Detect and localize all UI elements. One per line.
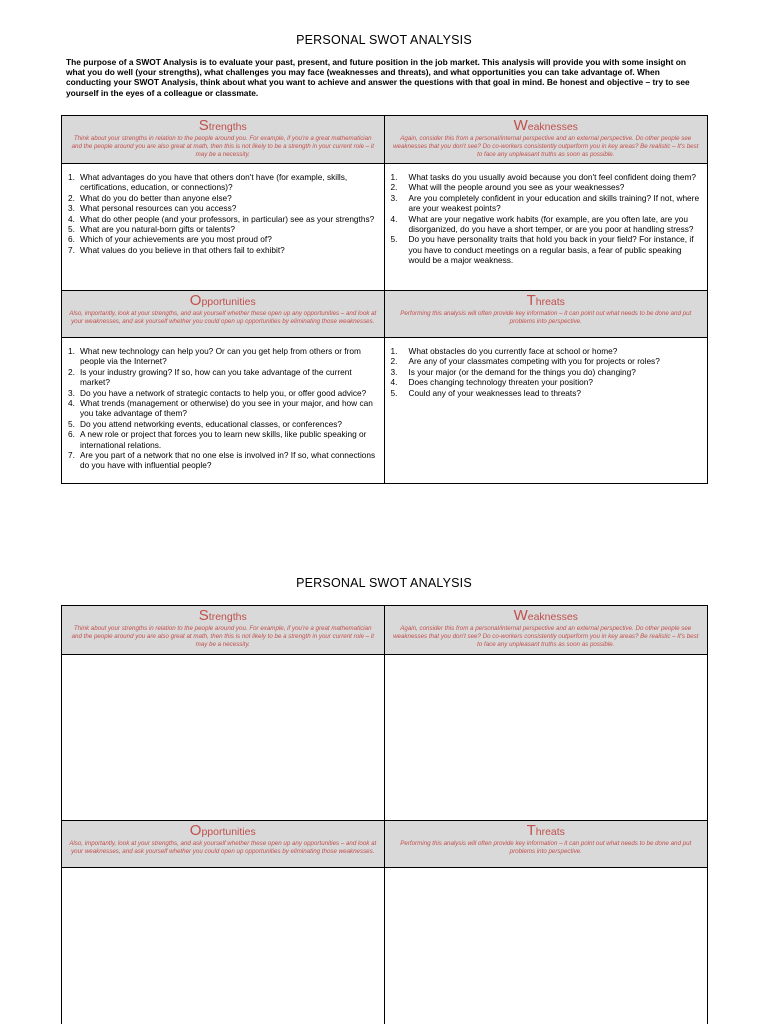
list-item-text: What obstacles do you currently face at school or home?	[408, 346, 618, 356]
list-item	[68, 398, 380, 419]
list-item-text: What values do you believe in that others fail to exhibit?	[80, 244, 285, 255]
list-item	[68, 450, 380, 471]
list-item-text: What trends (management or otherwise) do you see in your major, and how can you take advantage of them?	[80, 398, 373, 419]
worksheet-header-row-bottom	[62, 820, 707, 868]
list-item	[68, 224, 380, 234]
threats-header	[385, 290, 708, 338]
list-item-text: A new role or project that forces you to learn new skills, like public speaking or international relations.	[80, 429, 367, 450]
opportunities-description: Also, importantly, look at your strengths, and ask yourself whether these open up any opportunities – and look at your weaknesses, and ask yourself whether you could open up opportunities by eliminating those weaknesses.	[69, 310, 377, 326]
list-item	[68, 214, 380, 224]
worksheet-body-row-top	[62, 655, 707, 820]
list-item-text: What advantages do you have that others don't have (for example, skills, certifications, education, or connections)?	[80, 172, 348, 193]
list-item-number: 2.	[390, 182, 398, 193]
list-item-text: What personal resources can you access?	[80, 203, 237, 214]
list-item	[68, 346, 380, 367]
list-item	[391, 172, 704, 182]
worksheet-opportunities-title	[68, 823, 378, 840]
opportunities-list	[68, 346, 380, 471]
swot-table-blank	[61, 605, 708, 1024]
threats-title-rest: hreats	[535, 296, 565, 308]
list-item-text: What tasks do you usually avoid because you don't feel confident doing them?	[408, 172, 697, 182]
list-item-number: 2.	[390, 356, 398, 367]
list-item-text: Could any of your weaknesses lead to threats?	[408, 387, 581, 398]
worksheet-opportunities-initial: O	[189, 822, 202, 839]
list-item-number: 5.	[68, 418, 75, 429]
list-item	[391, 367, 704, 377]
list-item-text: What are you natural-born gifts or talents?	[80, 224, 235, 235]
threats-initial: T	[526, 292, 536, 309]
opportunities-initial: O	[189, 292, 202, 309]
strengths-header	[62, 116, 385, 164]
strengths-initial: S	[198, 117, 209, 134]
list-item-number: 1.	[68, 172, 75, 182]
list-item-text: What do you do better than anyone else?	[80, 192, 232, 203]
list-item	[68, 367, 380, 388]
worksheet-weaknesses-initial: W	[513, 607, 528, 624]
weaknesses-answer-area[interactable]	[385, 655, 708, 820]
list-item	[68, 419, 380, 429]
worksheet-weaknesses-title-rest: eaknesses	[527, 611, 578, 623]
list-item	[391, 182, 704, 192]
list-item	[68, 203, 380, 213]
list-item-number: 1.	[390, 346, 398, 356]
list-item-text: Which of your achievements are you most proud of?	[80, 234, 272, 245]
list-item-text: Are any of your classmates competing with you for projects or roles?	[408, 356, 660, 367]
list-item	[68, 388, 380, 398]
swot-table-filled	[61, 115, 708, 484]
list-item-number: 3.	[390, 366, 398, 377]
worksheet-strengths-header	[62, 606, 385, 655]
list-item-text: Does changing technology threaten your position?	[408, 377, 594, 388]
list-item-text: Are you part of a network that no one else is involved in? If so, what connections do you have with influential people?	[80, 450, 376, 471]
worksheet-strengths-description: Think about your strengths in relation to the people around you. For example, if you're a great mathematician and the people around you are also great at math, then this is not likely to be a strength in your current role – it may be a necessity.	[71, 625, 374, 649]
worksheet-threats-header	[385, 820, 708, 868]
list-item	[391, 193, 704, 214]
list-item	[68, 234, 380, 244]
worksheet-body-row-bottom	[62, 868, 707, 1024]
list-item-number: 4.	[390, 213, 398, 224]
threats-questions	[385, 338, 708, 483]
list-item-number: 7.	[68, 450, 75, 461]
threats-description: Performing this analysis will often provide key information – it can point out what needs to be done and put problems into perspective.	[400, 310, 692, 326]
list-item-number: 2.	[68, 366, 75, 377]
list-item-number: 3.	[390, 192, 398, 203]
worksheet-opportunities-title-rest: pportunities	[201, 826, 256, 838]
worksheet-threats-description: Performing this analysis will often provide key information – it can point out what needs to be done and put problems into perspective.	[400, 840, 692, 856]
opportunities-title-rest: pportunities	[201, 296, 256, 308]
list-item-number: 1.	[68, 346, 75, 356]
opportunities-header	[62, 290, 385, 338]
weaknesses-list	[391, 172, 704, 266]
threats-list	[391, 346, 704, 398]
header-row-top	[62, 116, 707, 164]
worksheet-title: PERSONAL SWOT ANALYSIS	[296, 576, 472, 590]
list-item-text: What are your negative work habits (for example, are you often late, are you disorganized, do you have a short temper, or are you poor at handling stress?	[408, 213, 694, 235]
worksheet-opportunities-header	[62, 820, 385, 868]
document-title: PERSONAL SWOT ANALYSIS	[296, 33, 472, 47]
weaknesses-title-rest: eaknesses	[527, 121, 578, 133]
opportunities-title	[68, 293, 378, 310]
list-item	[391, 356, 704, 366]
list-item-number: 2.	[68, 192, 75, 203]
list-item	[68, 429, 380, 450]
strengths-questions	[62, 164, 385, 290]
list-item	[391, 234, 704, 265]
list-item-text: What new technology can help you? Or can you get help from others or from people via the Internet?	[80, 346, 361, 367]
list-item-text: Do you attend networking events, educational classes, or conferences?	[80, 418, 342, 429]
worksheet-opportunities-description: Also, importantly, look at your strengths, and ask yourself whether these open up any opportunities – and look at your weaknesses, and ask yourself whether you could open up opportunities by eliminating those weaknesses.	[69, 840, 377, 856]
strengths-answer-area[interactable]	[62, 655, 385, 820]
weaknesses-header	[385, 116, 708, 164]
list-item-number: 5.	[390, 234, 398, 245]
list-item	[68, 172, 380, 193]
list-item-number: 4.	[68, 213, 75, 224]
list-item-text: Do you have personality traits that hold you back in your field? For instance, if you have to conduct meetings on a regular basis, a fear of public speaking would be a major weakness.	[408, 234, 694, 266]
list-item-text: Is your major (or the demand for the things you do) changing?	[408, 366, 636, 377]
list-item-number: 4.	[390, 377, 398, 388]
weaknesses-questions	[385, 164, 708, 290]
opportunities-questions	[62, 338, 385, 483]
list-item-number: 6.	[68, 429, 75, 440]
weaknesses-initial: W	[513, 117, 528, 134]
list-item-number: 1.	[390, 172, 398, 182]
worksheet-strengths-title	[68, 608, 378, 625]
list-item-number: 3.	[68, 387, 75, 398]
list-item	[391, 214, 704, 235]
worksheet-threats-title-rest: hreats	[535, 826, 565, 838]
strengths-title-rest: trengths	[208, 121, 247, 133]
threats-title	[391, 293, 702, 310]
list-item-number: 5.	[390, 387, 398, 398]
list-item-text: What will the people around you see as your weaknesses?	[408, 182, 625, 193]
worksheet-weaknesses-header	[385, 606, 708, 655]
weaknesses-title	[391, 118, 702, 135]
worksheet-header-row-top	[62, 606, 707, 655]
worksheet-threats-initial: T	[526, 822, 536, 839]
list-item-text: What do other people (and your professors, in particular) see as your strengths?	[80, 213, 375, 224]
threats-answer-area[interactable]	[385, 868, 708, 1024]
list-item-number: 6.	[68, 234, 75, 245]
list-item-number: 5.	[68, 224, 75, 235]
list-item-number: 3.	[68, 203, 75, 214]
opportunities-answer-area[interactable]	[62, 868, 385, 1024]
list-item-text: Are you completely confident in your education and skills training? If not, where are your weakest points?	[408, 192, 700, 214]
strengths-description: Think about your strengths in relation to the people around you. For example, if you're a great mathematician and the people around you are also great at math, then this is not likely to be a strength in your current role – it may be a necessity.	[71, 135, 374, 159]
list-item-number: 7.	[68, 244, 75, 255]
body-row-top	[62, 164, 707, 290]
worksheet-strengths-title-rest: trengths	[208, 611, 247, 623]
list-item-text: Is your industry growing? If so, how can you take advantage of the current market?	[80, 366, 352, 388]
header-row-bottom	[62, 290, 707, 338]
list-item	[68, 193, 380, 203]
worksheet-weaknesses-title	[391, 608, 702, 625]
intro-paragraph: The purpose of a SWOT Analysis is to evaluate your past, present, and future position in the job market. This analysis will provide you with some insight on what you do well (your strengths), what challenges you may face (weaknesses and threats), and what opportunities you can take advantage of. When conducting your SWOT Analysis, think about what you want to achieve and answer the questions with that goal in mind. Be honest and objective – try to see yourself in the eyes of a colleague or classmate.	[66, 57, 690, 98]
worksheet-weaknesses-description: Again, consider this from a personal/internal perspective and an external perspective. Do other people see weaknesses that you don't see? Do co-workers consistently outperform you in key areas? Be realistic – It's best to face any unpleasant truths as soon as possible.	[393, 625, 699, 649]
list-item	[391, 377, 704, 387]
list-item-number: 4.	[68, 398, 75, 409]
list-item	[391, 388, 704, 398]
list-item-text: Do you have a network of strategic contacts to help you, or offer good advice?	[80, 387, 367, 398]
strengths-title	[68, 118, 378, 135]
worksheet-threats-title	[391, 823, 702, 840]
list-item	[68, 245, 380, 255]
body-row-bottom	[62, 338, 707, 483]
strengths-list	[68, 172, 380, 255]
list-item	[391, 346, 704, 356]
worksheet-strengths-initial: S	[198, 607, 209, 624]
weaknesses-description: Again, consider this from a personal/internal perspective and an external perspective. Do other people see weaknesses that you don't see? Do co-workers consistently outperform you in key areas? Be realistic – It's best to face any unpleasant truths as soon as possible.	[393, 135, 699, 159]
